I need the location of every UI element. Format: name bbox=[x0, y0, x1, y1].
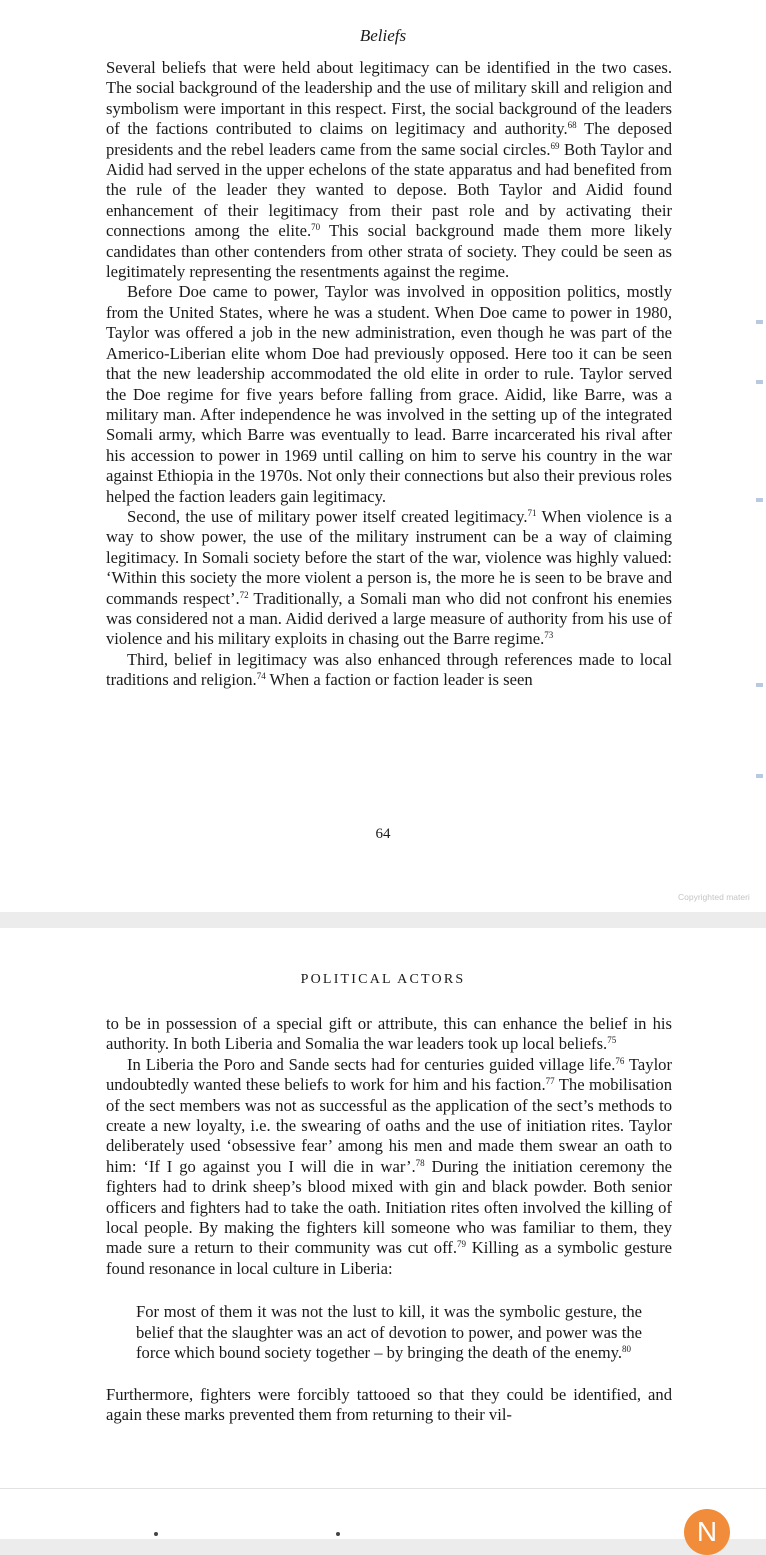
toolbar-indicator bbox=[336, 1532, 340, 1536]
text-run: Furthermore, fighters were forcibly tattooed so that they could be identified, and again these marks prevented them from returning to their vil- bbox=[106, 1384, 672, 1424]
footnote-ref[interactable]: 68 bbox=[567, 120, 577, 131]
page-number: 64 bbox=[375, 826, 391, 842]
text-run: Traditionally, a Somali man who did not confront his enemies was considered not a man. Aidid derived a large measure of authority from his use of violence and his military exploits in chasing out the Barre regime. bbox=[106, 588, 673, 649]
footnote-ref[interactable]: 79 bbox=[457, 1239, 466, 1250]
footnote-ref[interactable]: 72 bbox=[239, 589, 249, 600]
body-paragraph bbox=[106, 1385, 672, 1426]
text-run: When violence is a way to show power, the use of the military instrument can be a way of claiming legitimacy. In Somali society before the start of the war, violence was highly valued: ‘Within this society the more violent a person is, the more he is seen to be brave and commands respect’. bbox=[106, 506, 672, 608]
toolbar-indicator bbox=[154, 1532, 158, 1536]
footnote-ref[interactable]: 80 bbox=[622, 1344, 631, 1355]
copyright-watermark: Copyrighted materi bbox=[678, 892, 750, 902]
body-paragraph bbox=[106, 282, 672, 506]
assistant-button[interactable]: N bbox=[684, 1509, 730, 1555]
running-head: Beliefs bbox=[359, 26, 407, 45]
text-run: Third, belief in legitimacy was also enhanced through references made to local traditions and religion. bbox=[106, 649, 672, 690]
body-paragraph bbox=[106, 507, 672, 650]
bottom-toolbar bbox=[0, 1488, 766, 1547]
body-paragraph bbox=[106, 650, 672, 691]
text-run: to be in possession of a special gift or attribute, this can enhance the belief in his authority. In both Liberia and Somalia the war leaders took up local beliefs. bbox=[106, 1014, 672, 1054]
footnote-ref[interactable]: 69 bbox=[550, 140, 560, 151]
page-body-text bbox=[106, 1014, 672, 1425]
page-body-text bbox=[106, 58, 672, 691]
text-run: This social background made them more likely candidates than other contenders from other strata of society. They could be seen as legitimately representing the resentments against the regime. bbox=[106, 221, 672, 282]
running-head: POLITICAL ACTORS bbox=[300, 972, 466, 987]
highlight-marker[interactable] bbox=[756, 498, 763, 502]
footnote-ref[interactable]: 71 bbox=[527, 507, 537, 518]
text-run: Second, the use of military power itself created legitimacy. bbox=[127, 506, 528, 526]
text-run: The deposed presidents and the rebel leaders came from the same social circles. bbox=[106, 119, 672, 159]
text-run: Killing as a symbolic gesture found resonance in local culture in Liberia: bbox=[106, 1238, 672, 1278]
highlight-marker[interactable] bbox=[756, 683, 763, 687]
text-run: Both Taylor and Aidid had served in the upper echelons of the state apparatus and had benefited from the rule of the leader they wanted to depose. Both Taylor and Aidid found enhancement of their legitimacy from their past role and by activating their connections among the elite. bbox=[106, 139, 672, 241]
text-run: When a faction or faction leader is seen bbox=[265, 670, 533, 690]
footnote-ref[interactable]: 76 bbox=[615, 1055, 625, 1066]
footnote-ref[interactable]: 74 bbox=[256, 671, 266, 682]
text-run: The mobilisation of the sect members was not as successful as the application of the sect’s methods to create a new loyalty, i.e. the swearing of oaths and the use of initiation rites. Taylor deliberately used ‘obsessive fear’ among his men and made them swear an oath to him: ‘If I go against you I will die in war’. bbox=[106, 1075, 673, 1176]
text-run: For most of them it was not the lust to kill, it was the symbolic gesture, the belief that the slaughter was an act of devotion to power, and power was the force which bound society together – by bringing the death of the enemy. bbox=[136, 1302, 642, 1363]
footnote-ref[interactable]: 77 bbox=[545, 1076, 555, 1087]
body-paragraph bbox=[106, 1055, 672, 1279]
footnote-ref[interactable]: 75 bbox=[607, 1035, 617, 1046]
text-run: Several beliefs that were held about legitimacy can be identified in the two cases. The social background of the leadership and the use of military skill and religion and symbolism were important in this respect. First, the social background of the leaders of the factions contributed to claims on legitimacy and authority. bbox=[106, 58, 672, 139]
text-run: Taylor undoubtedly wanted these beliefs to work for him and his faction. bbox=[106, 1054, 673, 1095]
text-run: During the initiation ceremony the fighters had to drink sheep’s blood mixed with gin and black powder. Both senior officers and fighters had to take the oath. Initiation rites often involved the killing of local people. By making the fighters kill someone who was familiar to them, they made sure a return to their community was cut off. bbox=[106, 1156, 672, 1258]
footnote-ref[interactable]: 73 bbox=[544, 630, 554, 641]
text-run: Before Doe came to power, Taylor was involved in opposition politics, mostly from the United States, where he was a student. When Doe came to power in 1980, Taylor was offered a job in the new administration, even though he was part of the Americo-Liberian elite whom Doe had previously opposed. Here too it can be seen that the new leadership accommodated the old elite in order to rule. Taylor served the Doe regime for five years before falling from grace. Aidid, like Barre, was a military man. After independence he was involved in the setting up of the integrated Somali army, which Barre was eventually to lead. Barre incarcerated his rival after his accession to power in 1969 until calling on him to serve his country in the war against Ethiopia in the 1970s. Not only their connections but also their previous roles helped the faction leaders gain legitimacy. bbox=[106, 282, 672, 506]
book-page-65 bbox=[0, 928, 766, 1488]
footnote-ref[interactable]: 70 bbox=[311, 222, 321, 233]
block-quote bbox=[136, 1302, 642, 1363]
highlight-marker[interactable] bbox=[756, 380, 763, 384]
text-run: In Liberia the Poro and Sande sects had for centuries guided village life. bbox=[127, 1054, 616, 1074]
footnote-ref[interactable]: 78 bbox=[415, 1157, 425, 1168]
body-paragraph bbox=[106, 1014, 672, 1055]
highlight-marker[interactable] bbox=[756, 320, 763, 324]
body-paragraph bbox=[106, 58, 672, 282]
highlight-marker[interactable] bbox=[756, 774, 763, 778]
